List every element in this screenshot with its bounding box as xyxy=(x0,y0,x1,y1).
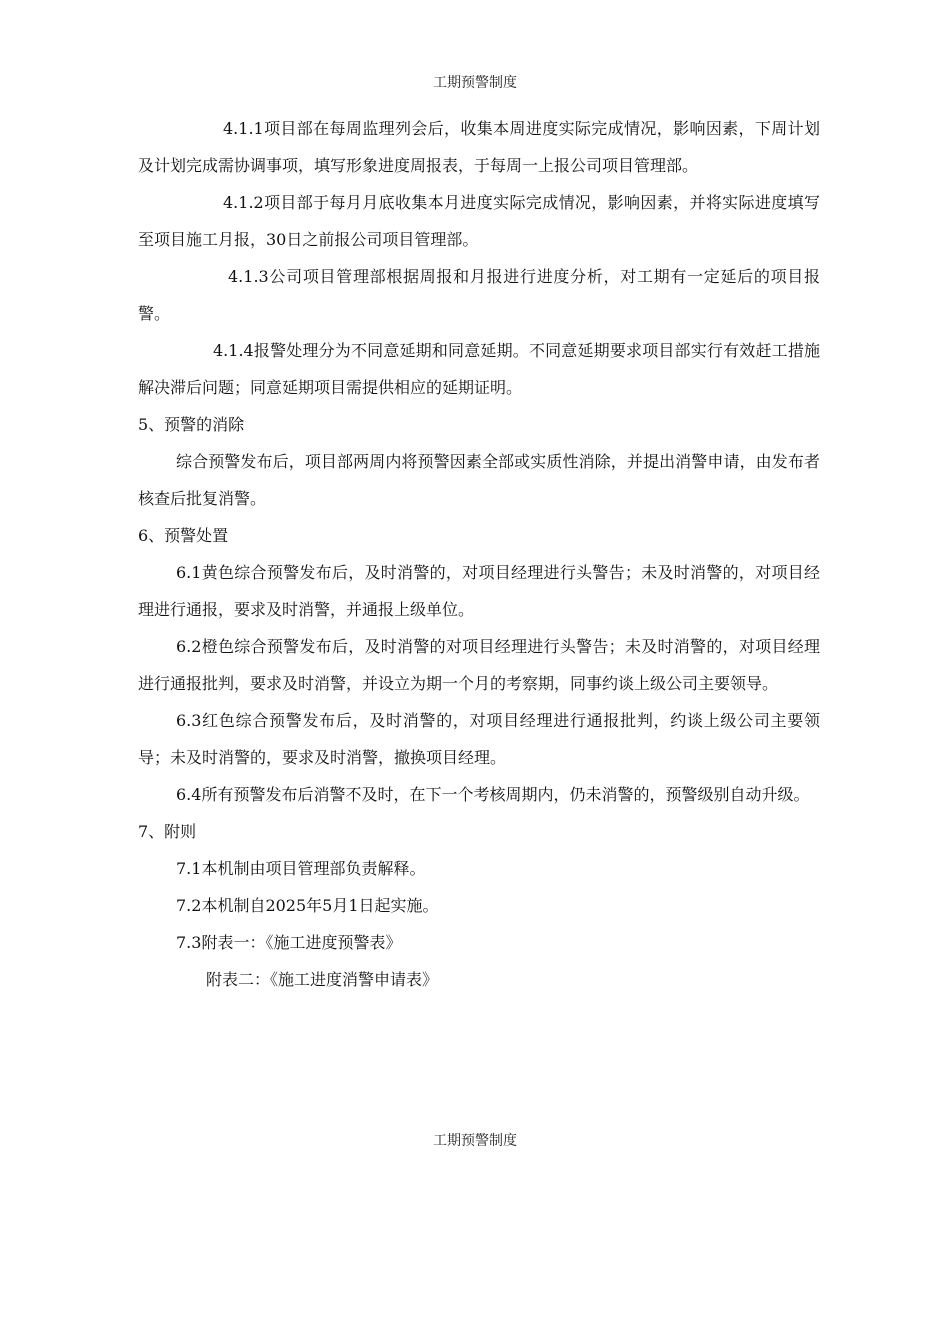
page-header: 工期预警制度 xyxy=(433,75,517,91)
paragraph-7-3: 7.3附表一：《施工进度预警表》 xyxy=(176,933,402,952)
paragraph-6-3: 6.3红色综合预警发布后，及时消警的，对项目经理进行通报批判，约谈上级公司主要领导；未及时消警的，要求及时消警，撤换项目经理。 xyxy=(138,711,820,767)
paragraph-4-1-3: 4.1.3公司项目管理部根据周报和月报进行进度分析，对工期有一定延后的项目报警。 xyxy=(138,267,820,323)
paragraph-7-3-appendix-2: 附表二：《施工进度消警申请表》 xyxy=(206,970,439,989)
section-heading-6: 6、预警处置 xyxy=(138,526,229,545)
paragraph-4-1-4: 4.1.4报警处理分为不同意延期和同意延期。不同意延期要求项目部实行有效赶工措施解决滞后问题；同意延期项目需提供相应的延期证明。 xyxy=(138,341,820,397)
section-heading-5: 5、预警的消除 xyxy=(138,415,245,434)
document-body xyxy=(138,110,820,998)
page-footer: 工期预警制度 xyxy=(433,1133,517,1149)
paragraph-7-1: 7.1本机制由项目管理部负责解释。 xyxy=(176,859,426,878)
section-heading-7: 7、附则 xyxy=(138,822,197,841)
paragraph-6-1: 6.1黄色综合预警发布后，及时消警的，对项目经理进行头警告；未及时消警的，对项目经理进行通报，要求及时消警，并通报上级单位。 xyxy=(138,563,820,619)
paragraph-6-2: 6.2橙色综合预警发布后，及时消警的对项目经理进行头警告；未及时消警的，对项目经理进行通报批判，要求及时消警，并设立为期一个月的考察期，同事约谈上级公司主要领导。 xyxy=(138,637,820,693)
paragraph-4-1-1: 4.1.1项目部在每周监理列会后，收集本周进度实际完成情况，影响因素，下周计划及计划完成需协调事项，填写形象进度周报表，于每周一上报公司项目管理部。 xyxy=(138,119,820,175)
paragraph-6-4: 6.4所有预警发布后消警不及时，在下一个考核周期内，仍未消警的，预警级别自动升级。 xyxy=(176,785,810,804)
paragraph-4-1-2: 4.1.2项目部于每月月底收集本月进度实际完成情况，影响因素，并将实际进度填写至项目施工月报，30日之前报公司项目管理部。 xyxy=(138,193,820,249)
paragraph-5: 综合预警发布后，项目部两周内将预警因素全部或实质性消除，并提出消警申请，由发布者核查后批复消警。 xyxy=(138,452,820,508)
paragraph-7-2: 7.2本机制自2025年5月1日起实施。 xyxy=(176,896,439,915)
